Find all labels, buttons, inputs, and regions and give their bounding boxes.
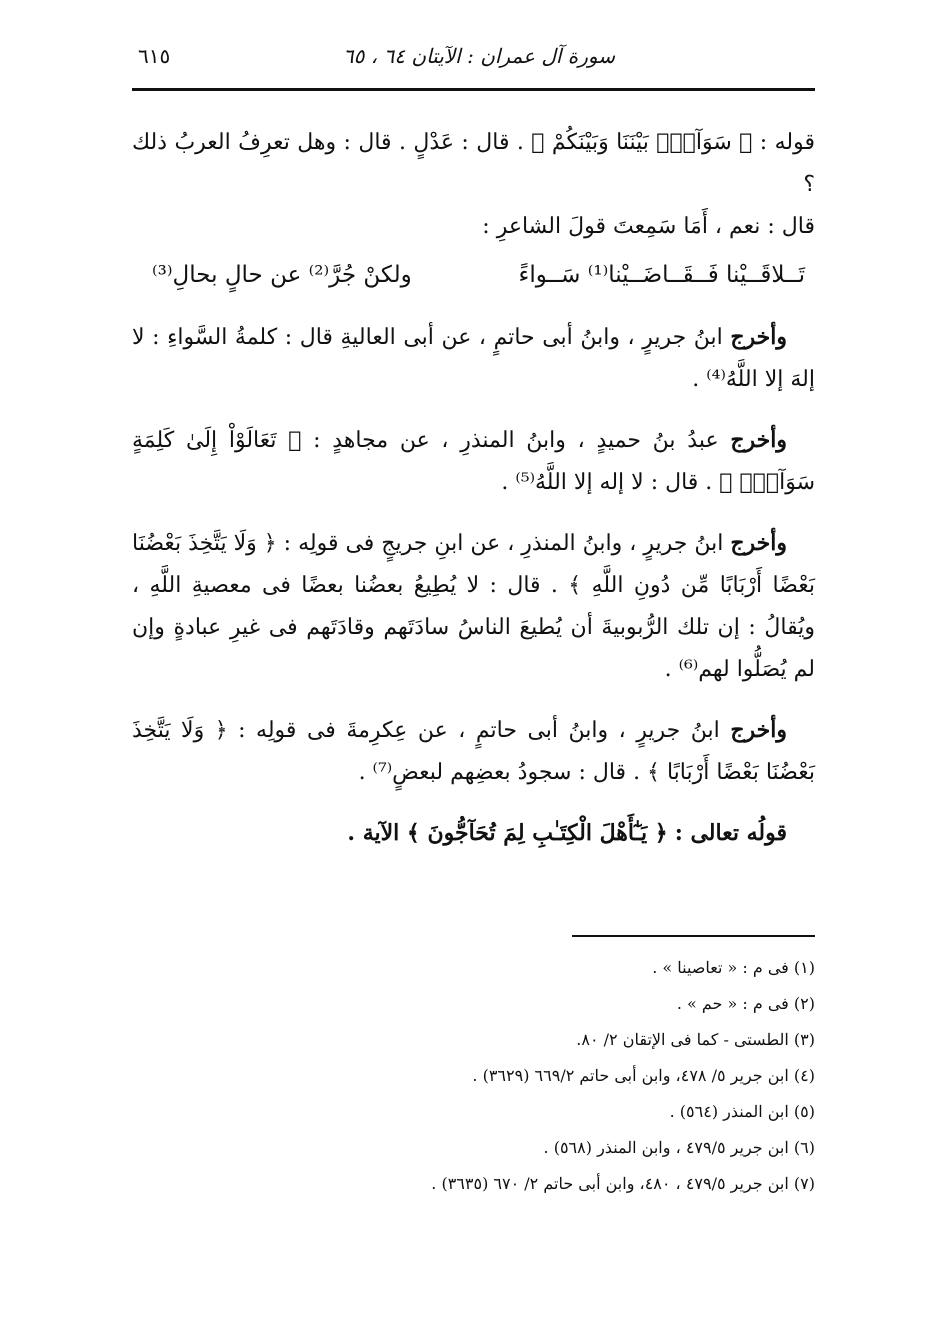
paragraph-2 bbox=[132, 316, 815, 401]
paragraph-6-lead: قولُه تعالى : bbox=[674, 820, 787, 846]
footnote-rule bbox=[572, 935, 815, 937]
paragraph-6 bbox=[132, 812, 815, 855]
page-number: ٦١٥ bbox=[138, 44, 171, 68]
footnote-3: (٣) الطستى - كما فى الإتقان ٢/ ٨٠. bbox=[576, 1030, 815, 1049]
footnote-7: (٧) ابن جرير ٤٧٩/٥ ، ٤٨٠، وابن أبى حاتم ٢/ ٦٧٠ (٣٦٣٥) . bbox=[431, 1174, 815, 1193]
paragraph-4-lead: وأخرج bbox=[730, 530, 787, 556]
header-rule bbox=[132, 88, 815, 91]
paragraph-2-lead: وأخرج bbox=[730, 324, 788, 350]
paragraph-4-text: ابنُ جريرٍ ، وابنُ المنذرِ ، عن ابنِ جريجٍ فى قولِه : ﴿ وَلَا يَتَّخِذَ بَعْضُنَا بَعْضًا أَرْبَابًا مِّن دُونِ اللَّهِ ﴾ . قال : لا يُطِيعُ بعضُنا بعضًا فى معصيةِ اللَّهِ ، ويُقالُ : إن تلك الرُّبوبيةَ أن يُطيعَ الناسُ سادَتَهم وقادَتَهم فى غيرِ عبادةٍ وإن لم يُصَلُّوا لهم⁽⁶⁾ . bbox=[131, 531, 815, 682]
paragraph-3-text: عبدُ بنُ حميدٍ ، وابنُ المنذرِ ، عن مجاهدٍ : ﴿ تَعَالَوْاْ إِلَىٰ كَلِمَةٍ سَوَآءِۭ ﴾ . قال : لا إله إلا اللَّهُ⁽⁵⁾ . bbox=[132, 428, 815, 495]
paragraph-4 bbox=[132, 522, 815, 691]
paragraph-3-lead: وأخرج bbox=[730, 427, 788, 453]
footnote-1: (١) فى م : « تعاصينا » . bbox=[652, 958, 815, 977]
paragraph-1-line-2: قال : نعم ، أَمَا سَمِعتَ قولَ الشاعرِ : bbox=[482, 214, 815, 239]
footnote-6: (٦) ابن جرير ٤٧٩/٥ ، وابن المنذر (٥٦٨) . bbox=[543, 1138, 815, 1157]
paragraph-5-text: ابنُ جريرٍ ، وابنُ أبى حاتمٍ ، عن عِكرِمةَ فى قولِه : ﴿ وَلَا يَتَّخِذَ بَعْضُنَا بَعْضًا أَرْبَابًا ﴾ . قال : سجودُ بعضِهم لبعضٍ⁽⁷⁾ . bbox=[132, 718, 815, 785]
paragraph-6-text: ﴿ يَـٰٓأَهْلَ الْكِتَـٰبِ لِمَ تُحَآجُّونَ ﴾ الآية . bbox=[347, 820, 668, 846]
running-title: سورة آل عمران : الآيتان ٦٤ ، ٦٥ bbox=[342, 44, 615, 68]
paragraph-1-line-1: قوله : ﴿ سَوَآءِۭ بَيْنَنَا وَبَيْنَكُمْ ﴾ . قال : عَدْلٍ . قال : وهل تعرِفُ العربُ ذلك ؟ bbox=[132, 130, 815, 197]
main-text bbox=[132, 122, 815, 873]
paragraph-5 bbox=[132, 709, 815, 794]
footnote-2: (٢) فى م : « حم » . bbox=[676, 994, 815, 1013]
paragraph-2-text: ابنُ جريرٍ ، وابنُ أبى حاتمٍ ، عن أبى العاليةِ قال : كلمةُ السَّواءِ : لا إلهَ إلا اللَّهُ⁽⁴⁾ . bbox=[132, 325, 815, 392]
paragraph-5-lead: وأخرج bbox=[730, 717, 788, 743]
poetry-verse bbox=[132, 254, 815, 296]
paragraph-1 bbox=[132, 122, 815, 248]
page-header bbox=[130, 40, 815, 84]
footnote-5: (٥) ابن المنذر (٥٦٤) . bbox=[669, 1102, 815, 1121]
footnotes bbox=[132, 950, 815, 1202]
paragraph-3 bbox=[132, 419, 815, 504]
footnote-4: (٤) ابن جرير ٥/ ٤٧٨، وابن أبى حاتم ٦٦٩/٢ (٣٦٢٩) . bbox=[472, 1066, 815, 1085]
verse-first-hemistich: تَــلاقَــيْنا فَــقَــاضَــيْنا⁽¹⁾ سَــواءً bbox=[518, 262, 805, 288]
verse-second-hemistich: ولكنْ جُرَّ⁽²⁾ عن حالٍ بحالِ⁽³⁾ bbox=[152, 262, 412, 288]
